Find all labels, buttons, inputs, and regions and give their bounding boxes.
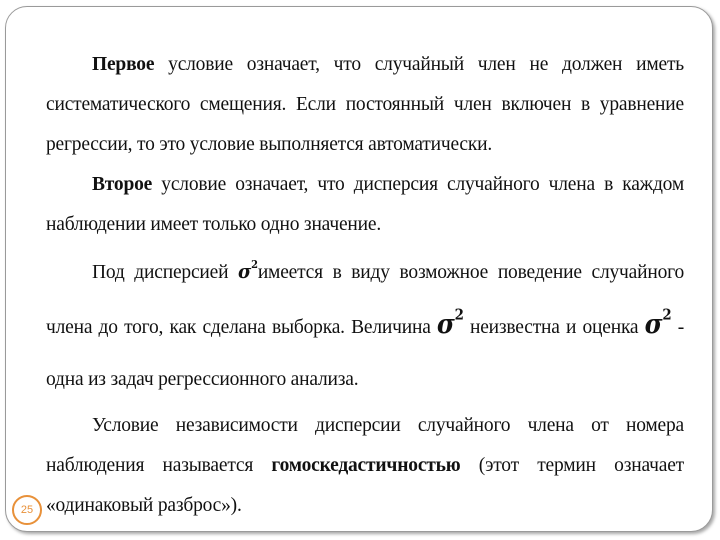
variance-text-4: - одна из задач регрессионного анализа. [46, 317, 685, 390]
page-number-badge: 25 [12, 495, 42, 525]
slide-content [46, 45, 684, 526]
variance-text-3: неизвестна и оценка [463, 317, 645, 338]
homoscedasticity-text-1: Условие независимости дисперсии случайного члена от номера наблюдения называется [46, 415, 684, 476]
paragraph-variance [46, 245, 684, 406]
paragraph-first-condition [46, 45, 684, 165]
term-homoscedasticity: гомоскедастичностью [271, 455, 461, 476]
variance-text-2: имеется в виду возможное поведение случайного члена до того, как сделана выборка. Величина [46, 262, 684, 338]
variance-text-1: Под дисперсией [92, 262, 239, 283]
slide-frame [5, 6, 713, 532]
sigma-squared-symbol: $\sigma^2$ [238, 258, 258, 283]
paragraph-second-text: условие означает, что дисперсия случайного члена в каждом наблюдении имеет только одно значение. [46, 174, 684, 235]
term-second: Второе [92, 174, 153, 195]
term-first: Первое [92, 54, 155, 75]
sigma-squared-symbol: $\sigma^2$ [436, 305, 464, 340]
homoscedasticity-text-2: (этот термин означает «одинаковый разброс»). [46, 455, 684, 516]
paragraph-second-condition [46, 165, 684, 245]
sigma-squared-symbol: $\sigma^2$ [644, 305, 672, 340]
paragraph-first-text: условие означает, что случайный член не должен иметь систематического смещения. Если постоянный член включен в уравнение регрессии, то это условие выполняется автоматически. [46, 54, 684, 155]
paragraph-homoscedasticity [46, 406, 684, 526]
